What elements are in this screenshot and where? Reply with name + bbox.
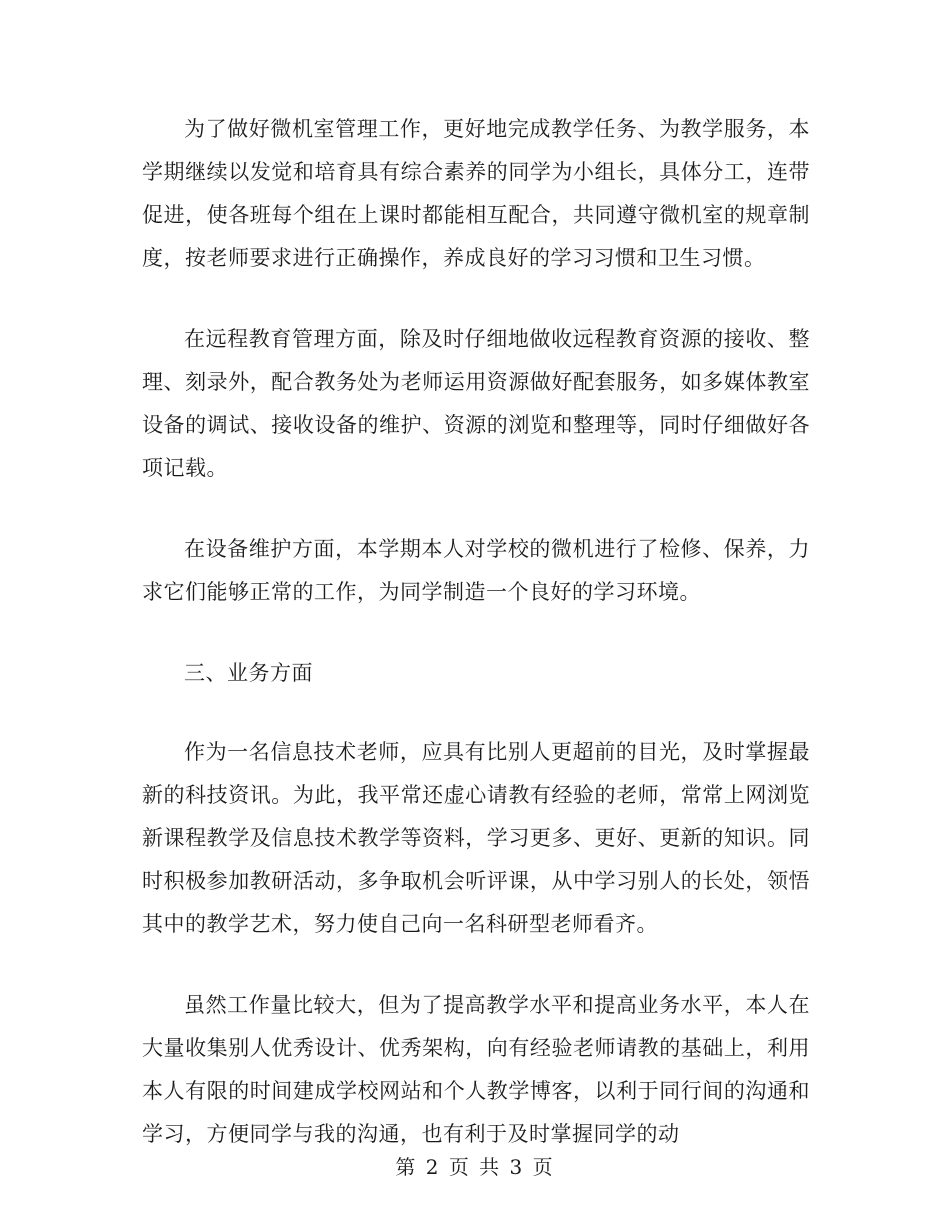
paragraph-website-blog: 虽然工作量比较大，但为了提高教学水平和提高业务水平，本人在大量收集别人优秀设计、优秀架构，向有经验老师请教的基础上，利用本人有限的时间建成学校网站和个人教学博客，以利于同行间的沟通和学习，方便同学与我的沟通，也有利于及时掌握同学的动 [142,993,810,1146]
page-number-footer: 第 2 页 共 3 页 [395,1155,555,1179]
paragraph-professional-development: 作为一名信息技术老师，应具有比别人更超前的目光，及时掌握最新的科技资讯。为此，我平常还虚心请教有经验的老师，常常上网浏览新课程教学及信息技术教学等资料，学习更多、更好、更新的知识。同时积极参加教研活动，多争取机会听评课，从中学习别人的长处，领悟其中的教学艺术，努力使自己向一名科研型老师看齐。 [142,740,810,936]
section-heading: 三、业务方面 [184,661,313,685]
paragraph-lab-management: 为了做好微机室管理工作，更好地完成教学任务、为教学服务，本学期继续以发觉和培育具有综合素养的同学为小组长，具体分工，连带促进，使各班每个组在上课时都能相互配合，共同遵守微机室的规章制度，按老师要求进行正确操作，养成良好的学习习惯和卫生习惯。 [142,117,810,270]
document-body [142,108,810,1194]
paragraph-remote-education: 在远程教育管理方面，除及时仔细地做收远程教育资源的接收、整理、刻录外，配合教务处为老师运用资源做好配套服务，如多媒体教室设备的调试、接收设备的维护、资源的浏览和整理等，同时仔细做好各项记载。 [142,327,810,480]
paragraph-equipment-maintenance: 在设备维护方面，本学期本人对学校的微机进行了检修、保养，力求它们能够正常的工作，为同学制造一个良好的学习环境。 [142,537,810,604]
